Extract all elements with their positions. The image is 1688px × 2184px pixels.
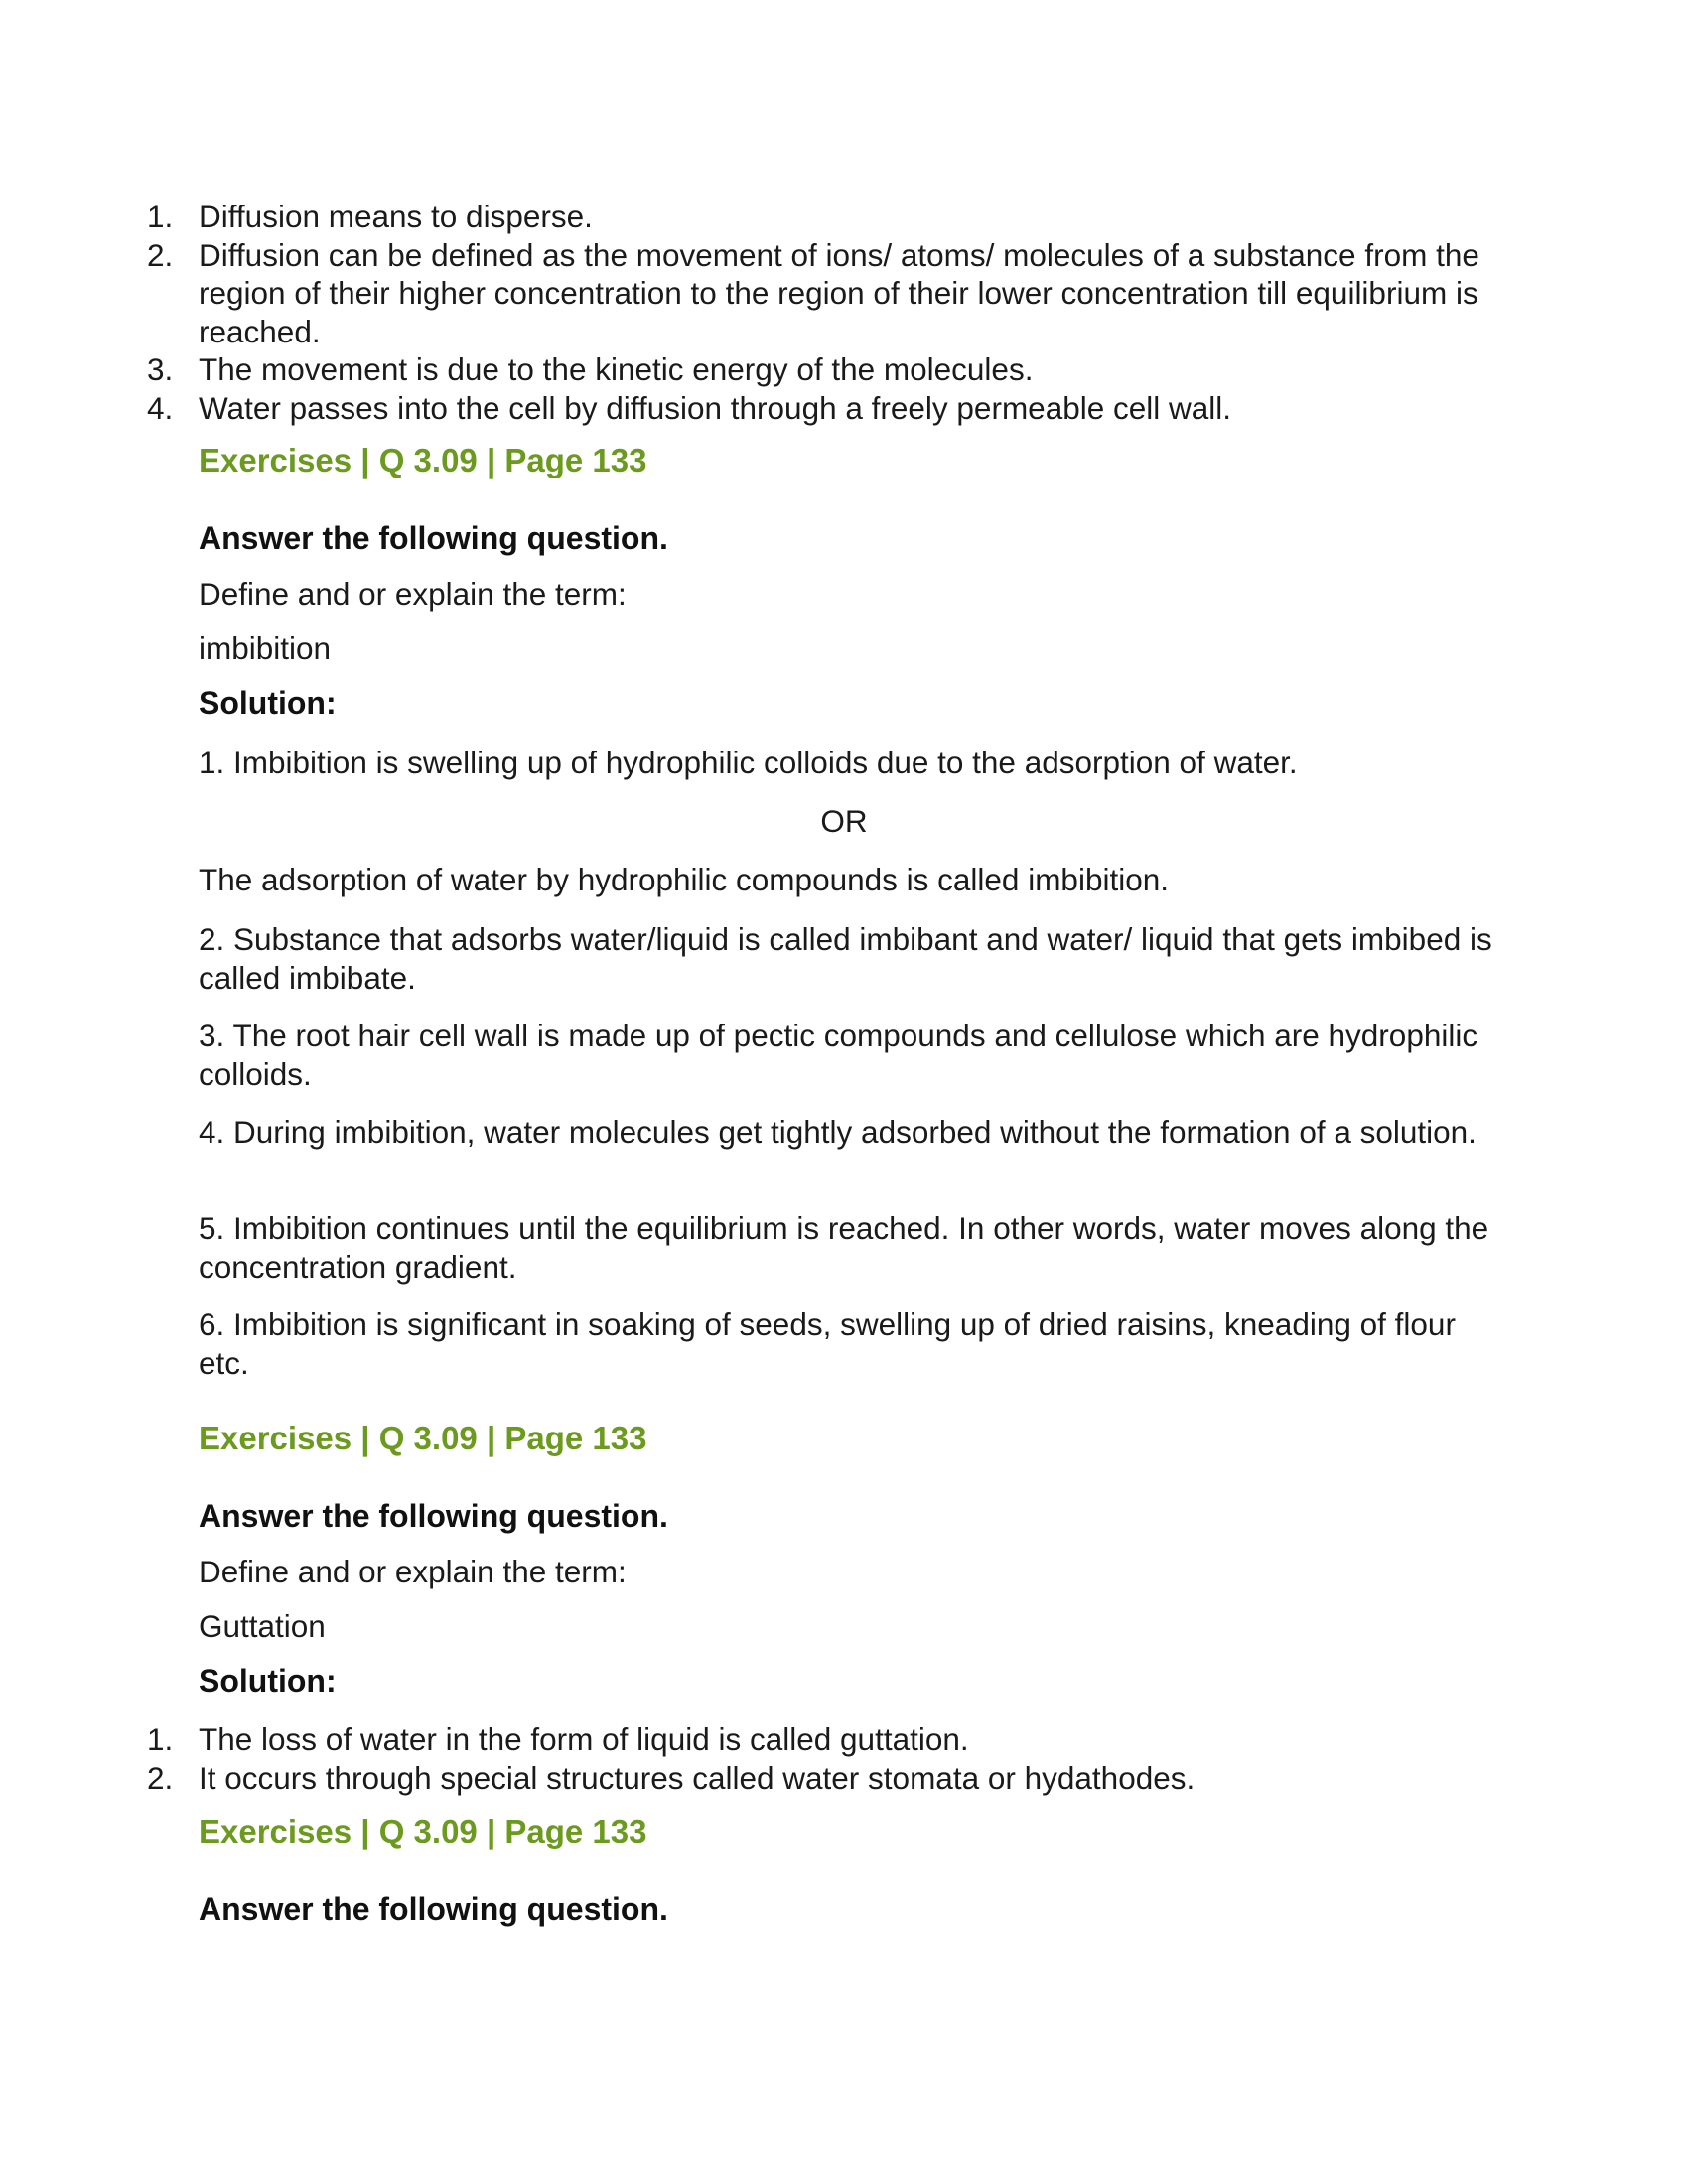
list-number: 3. [147,351,174,387]
diffusion-solution-list [147,198,1497,427]
list-item [147,1759,1497,1798]
question-prompt: Define and or explain the term: [199,1554,627,1589]
solution-paragraph: 2. Substance that adsorbs water/liquid is called imbibant and water/ liquid that gets imbibed is called imbibate. [199,921,1492,996]
guttation-solution-list [147,1720,1497,1797]
question-heading: Answer the following question. [199,520,668,556]
list-text: It occurs through special structures called water stomata or hydathodes. [199,1759,1196,1796]
list-number: 2. [147,236,174,273]
list-text: The loss of water in the form of liquid is called guttation. [199,1721,969,1757]
or-separator: OR [820,803,868,839]
list-text: Diffusion means to disperse. [199,199,593,234]
question-prompt: Define and or explain the term: [199,576,627,612]
list-item [147,236,1497,351]
solution-paragraph: 6. Imbibition is significant in soaking of seeds, swelling up of dried raisins, kneading of flour etc. [199,1306,1456,1381]
solution-label: Solution: [199,685,337,721]
exercise-reference-link[interactable]: Exercises | Q 3.09 | Page 133 [199,1420,647,1456]
list-number: 2. [147,1759,174,1796]
solution-paragraph: 1. Imbibition is swelling up of hydrophilic colloids due to the adsorption of water. [199,745,1298,780]
list-text: Water passes into the cell by diffusion through a freely permeable cell wall. [199,389,1232,426]
solution-paragraph: The adsorption of water by hydrophilic compounds is called imbibition. [199,862,1170,897]
list-text: The movement is due to the kinetic energy of the molecules. [199,351,1034,387]
solution-label: Solution: [199,1663,337,1699]
list-text: Diffusion can be defined as the movement of ions/ atoms/ molecules of a substance from the region of their higher concentration to the region of their lower concentration till equilibrium is reached. [199,236,1479,349]
question-term: imbibition [199,630,332,666]
list-item [147,389,1497,428]
exercise-reference-link[interactable]: Exercises | Q 3.09 | Page 133 [199,442,647,478]
list-item [147,198,1497,236]
question-term: Guttation [199,1608,326,1644]
list-item [147,350,1497,389]
exercise-reference-link[interactable]: Exercises | Q 3.09 | Page 133 [199,1813,647,1849]
list-number: 1. [147,199,174,234]
list-number: 1. [147,1721,174,1757]
list-item [147,1720,1497,1759]
list-number: 4. [147,389,174,426]
question-heading: Answer the following question. [199,1891,668,1927]
solution-paragraph: 5. Imbibition continues until the equilibrium is reached. In other words, water moves along the concentration gradient. [199,1210,1489,1285]
question-heading: Answer the following question. [199,1498,668,1534]
solution-paragraph: 3. The root hair cell wall is made up of pectic compounds and cellulose which are hydrophilic colloids. [199,1018,1478,1092]
solution-paragraph: 4. During imbibition, water molecules get tightly adsorbed without the formation of a solution. [199,1114,1477,1150]
